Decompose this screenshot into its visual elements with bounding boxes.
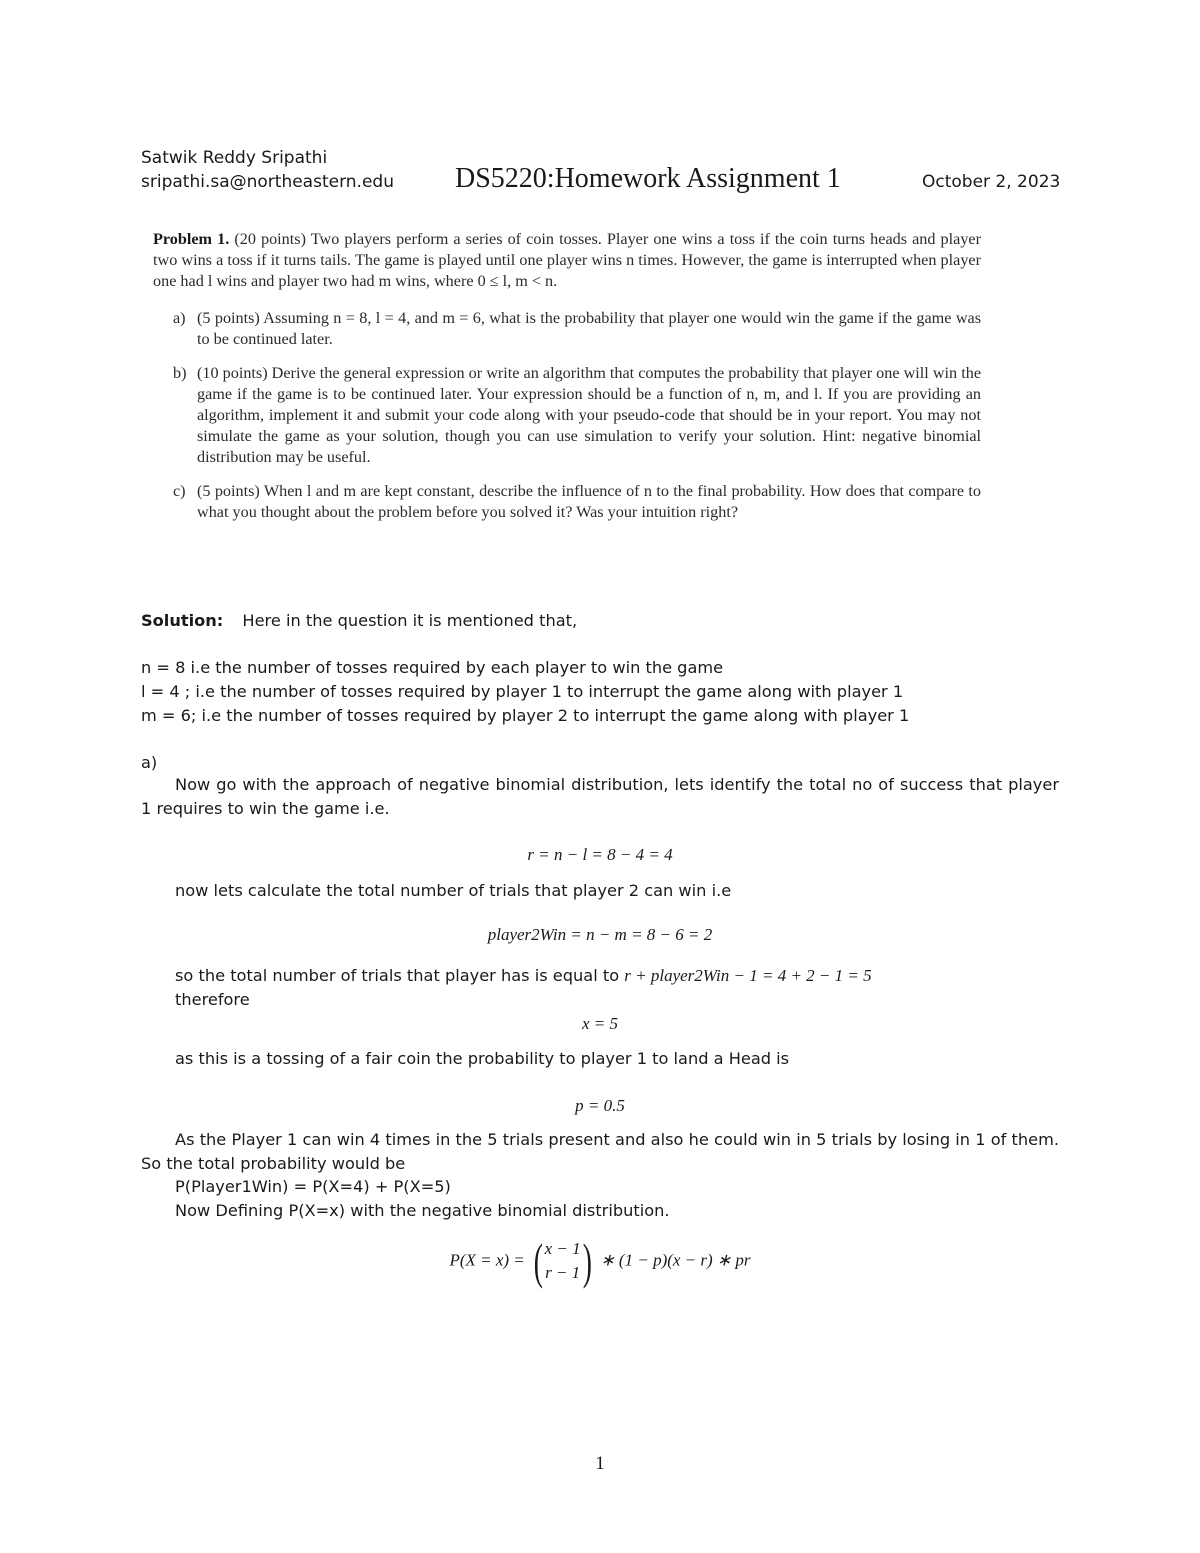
probability-sum: P(Player1Win) = P(X=4) + P(X=5) bbox=[175, 1177, 451, 1196]
paragraph-total-trials bbox=[175, 964, 872, 988]
pmf-lhs: P(X = x) = bbox=[449, 1250, 525, 1270]
solution-part-label: a) bbox=[141, 753, 158, 772]
equation-player2win: player2Win = n − m = 8 − 6 = 2 bbox=[487, 925, 713, 944]
part-text: (10 points) Derive the general expression or write an algorithm that computes the probability that player one will win the game if the game is to be continued later. Your expression should be a function of n, m, and l. If you are providing an algorithm, implement it and submit your code along with your pseudo-code that should be in your report. You may not simulate the game as your solution, though you can use simulation to verify your solution. Hint: negative binomial distribution may be useful. bbox=[197, 364, 981, 466]
document-title: DS5220:Homework Assignment 1 bbox=[455, 163, 841, 194]
author-name: Satwik Reddy Sripathi bbox=[141, 148, 328, 168]
problem-part-c bbox=[173, 481, 981, 523]
problem-part-b bbox=[173, 363, 981, 468]
right-paren-icon: ) bbox=[582, 1233, 592, 1289]
equation-x: x = 5 bbox=[581, 1014, 619, 1033]
part-text: (5 points) Assuming n = 8, l = 4, and m = 6, what is the probability that player one would win the game if the game was to be continued later. bbox=[197, 309, 981, 348]
binomial-coefficient bbox=[530, 1233, 595, 1289]
equation-r: r = n − l = 8 − 4 = 4 bbox=[527, 845, 673, 864]
problem-statement bbox=[153, 229, 981, 292]
solution-heading bbox=[141, 609, 577, 633]
paragraph-pmf-intro: Now Defining P(X=x) with the negative binomial distribution. bbox=[175, 1201, 670, 1220]
problem-parts bbox=[153, 308, 981, 523]
binomial-top: x − 1 bbox=[544, 1239, 581, 1258]
page-number: 1 bbox=[595, 1453, 605, 1474]
therefore-text: therefore bbox=[175, 990, 250, 1009]
total-trials-math: r + player2Win − 1 = 4 + 2 − 1 = 5 bbox=[624, 966, 872, 985]
problem-block bbox=[153, 229, 981, 536]
binomial-bottom: r − 1 bbox=[545, 1263, 581, 1282]
given-l: l = 4 ; i.e the number of tosses required by player 1 to interrupt the game along with player 1 bbox=[141, 682, 904, 701]
equation-pmf bbox=[141, 1233, 1059, 1289]
part-label: a) bbox=[173, 309, 186, 327]
paragraph-negative-binomial: Now go with the approach of negative binomial distribution, lets identify the total no of success that player 1 requires to win the game i.e. bbox=[141, 775, 1059, 818]
pmf-rhs: ∗ (1 − p)(x − r) ∗ pr bbox=[600, 1250, 751, 1270]
paragraph-player2: now lets calculate the total number of trials that player 2 can win i.e bbox=[175, 881, 732, 900]
solution-intro: Here in the question it is mentioned that, bbox=[242, 611, 578, 630]
document-date: October 2, 2023 bbox=[922, 172, 1061, 192]
solution-label: Solution: bbox=[141, 611, 224, 630]
problem-part-a bbox=[173, 308, 981, 350]
part-label: c) bbox=[173, 482, 186, 500]
equation-p: p = 0.5 bbox=[575, 1096, 625, 1115]
given-n: n = 8 i.e the number of tosses required by each player to win the game bbox=[141, 658, 724, 677]
left-paren-icon: ( bbox=[533, 1233, 543, 1289]
paragraph-fair-coin: as this is a tossing of a fair coin the probability to player 1 to land a Head is bbox=[175, 1049, 790, 1068]
problem-text: (20 points) Two players perform a series of coin tosses. Player one wins a toss if the coin turns heads and player two wins a toss if it turns tails. The game is played until one player wins n times. However, the game is interrupted when player one had l wins and player two had m wins, where 0 ≤ l, m < n. bbox=[153, 230, 981, 290]
paragraph-total-probability: As the Player 1 can win 4 times in the 5 trials present and also he could win in 5 trials by losing in 1 of them. So the total probability would be bbox=[141, 1130, 1059, 1173]
problem-label: Problem 1. bbox=[153, 230, 230, 248]
given-m: m = 6; i.e the number of tosses required by player 2 to interrupt the game along with player 1 bbox=[141, 706, 910, 725]
author-email: sripathi.sa@northeastern.edu bbox=[141, 172, 394, 192]
part-label: b) bbox=[173, 364, 187, 382]
total-trials-text: so the total number of trials that player has is equal to bbox=[175, 966, 620, 985]
part-text: (5 points) When l and m are kept constant, describe the influence of n to the final probability. How does that compare to what you thought about the problem before you solved it? Was your intuition right? bbox=[197, 482, 981, 521]
